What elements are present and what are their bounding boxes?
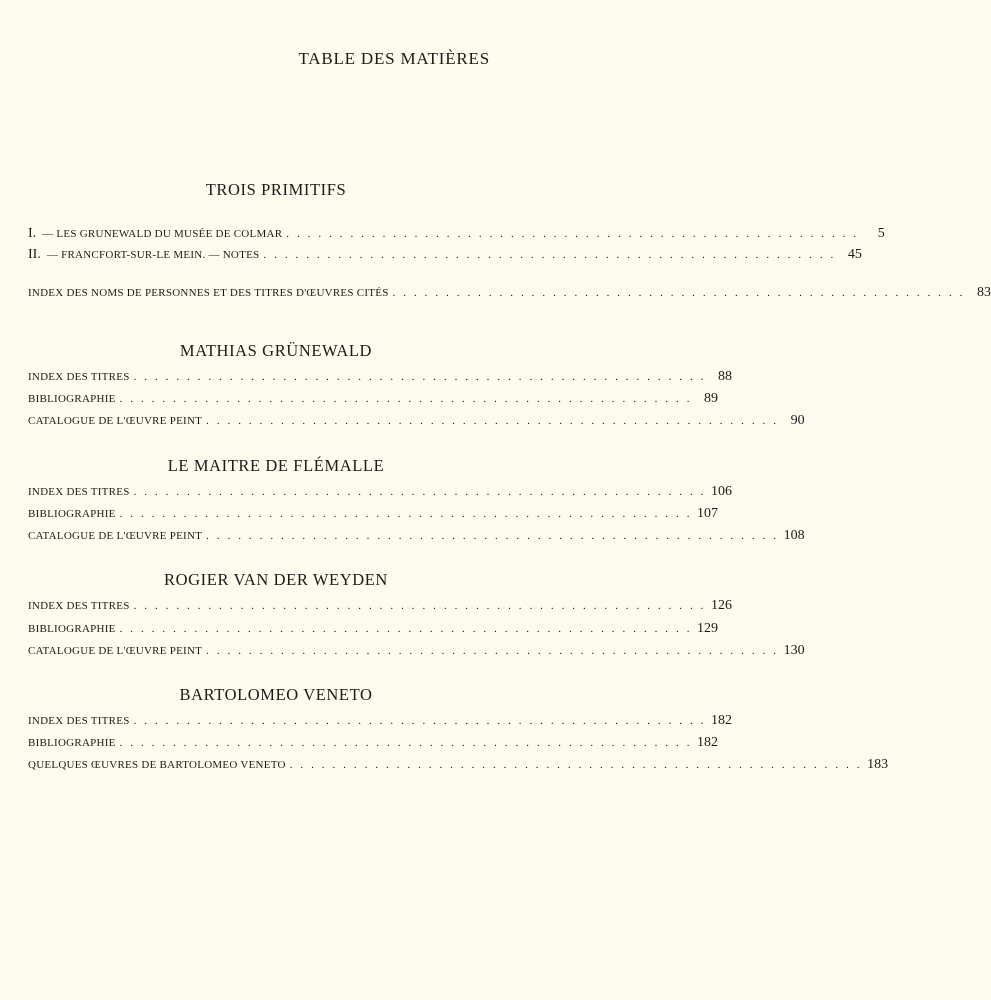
- toc-entry-label: CATALOGUE DE L'ŒUVRE PEINT: [28, 645, 203, 657]
- toc-page-number: 182: [711, 713, 733, 728]
- toc-entry-label: INDEX DES TITRES: [28, 715, 130, 727]
- leader-dots: . . . . . . . . . . . . . . . . . . . . . . . . . . . . . . . . . . . . . . . . . . . . . . . . . . . . . .: [286, 228, 859, 240]
- toc-entry[interactable]: [28, 226, 885, 246]
- toc-entry-label: — LES GRUNEWALD DU MUSÉE DE COLMAR: [42, 228, 283, 240]
- toc-entry-label: BIBLIOGRAPHIE: [28, 508, 116, 520]
- toc-entry-label: INDEX DES TITRES: [28, 600, 130, 612]
- leader-dots: . . . . . . . . . . . . . . . . . . . . . . . . . . . . . . . . . . . . . . . . . . . . . . . . . . . . . .: [119, 737, 693, 749]
- leader-dots: . . . . . . . . . . . . . . . . . . . . . . . . . . . . . . . . . . . . . . . . . . . . . . . . . . . . . .: [119, 508, 693, 520]
- toc-entry[interactable]: [28, 247, 862, 267]
- leader-dots: . . . . . . . . . . . . . . . . . . . . . . . . . . . . . . . . . . . . . . . . . . . . . . . . . . . . . .: [206, 530, 779, 542]
- toc-entry[interactable]: [28, 528, 805, 548]
- toc-entry-label: INDEX DES NOMS DE PERSONNES ET DES TITRES D'ŒUVRES CITÉS: [28, 287, 389, 299]
- leader-dots: . . . . . . . . . . . . . . . . . . . . . . . . . . . . . . . . . . . . . . . . . . . . . . . . . . . . . .: [133, 371, 707, 383]
- toc-entry-label: CATALOGUE DE L'ŒUVRE PEINT: [28, 530, 203, 542]
- toc-page-number: 89: [704, 391, 719, 406]
- toc-page-number: 108: [783, 528, 805, 543]
- section-title-bartolomeo-veneto: BARTOLOMEO VENETO: [179, 685, 373, 704]
- toc-entry[interactable]: [28, 285, 991, 305]
- toc-entry[interactable]: [28, 757, 889, 777]
- toc-entry[interactable]: [28, 598, 733, 618]
- toc-entry-label: INDEX DES TITRES: [28, 371, 130, 383]
- toc-entry-label: — FRANCFORT-SUR-LE MEIN. — NOTES: [46, 249, 260, 261]
- leader-dots: . . . . . . . . . . . . . . . . . . . . . . . . . . . . . . . . . . . . . . . . . . . . . . . . . . . . . .: [119, 393, 693, 405]
- toc-page-number: 106: [711, 484, 733, 499]
- toc-entry[interactable]: [28, 484, 733, 504]
- toc-entry[interactable]: [28, 369, 733, 389]
- section-title-trois-primitifs: TROIS PRIMITIFS: [205, 180, 347, 199]
- toc-page-number: 183: [867, 757, 889, 772]
- toc-page-number: 130: [783, 643, 805, 658]
- toc-entry[interactable]: [28, 391, 719, 411]
- toc-page-number: 182: [697, 735, 719, 750]
- leader-dots: . . . . . . . . . . . . . . . . . . . . . . . . . . . . . . . . . . . . . . . . . . . . . . . . . . . . . .: [206, 415, 779, 427]
- toc-entry[interactable]: [28, 621, 719, 641]
- leader-dots: . . . . . . . . . . . . . . . . . . . . . . . . . . . . . . . . . . . . . . . . . . . . . . . . . . . . . .: [392, 287, 966, 299]
- toc-entry[interactable]: [28, 713, 733, 733]
- toc-page-number: 107: [697, 506, 719, 521]
- toc-entry-label: INDEX DES TITRES: [28, 486, 130, 498]
- section-title-rogier-van-der-weyden: ROGIER VAN DER WEYDEN: [164, 570, 388, 589]
- chapter-number: II.: [28, 247, 41, 262]
- leader-dots: . . . . . . . . . . . . . . . . . . . . . . . . . . . . . . . . . . . . . . . . . . . . . . . . . . . . . .: [133, 600, 707, 612]
- toc-entry-label: BIBLIOGRAPHIE: [28, 623, 116, 635]
- toc-page-number: 83: [977, 285, 991, 300]
- leader-dots: . . . . . . . . . . . . . . . . . . . . . . . . . . . . . . . . . . . . . . . . . . . . . . . . . . . . . .: [263, 249, 836, 261]
- toc-page-number: 88: [718, 369, 733, 384]
- section-title-mathias-grunewald: MATHIAS GRÜNEWALD: [179, 341, 373, 360]
- page-title: TABLE DES MATIÈRES: [298, 49, 490, 68]
- toc-entry-label: CATALOGUE DE L'ŒUVRE PEINT: [28, 415, 203, 427]
- toc-entry-label: QUELQUES ŒUVRES DE BARTOLOMEO VENETO: [28, 759, 286, 771]
- toc-page-number: 45: [847, 247, 862, 262]
- toc-page-number: 126: [711, 598, 733, 613]
- leader-dots: . . . . . . . . . . . . . . . . . . . . . . . . . . . . . . . . . . . . . . . . . . . . . . . . . . . . . .: [119, 623, 693, 635]
- leader-dots: . . . . . . . . . . . . . . . . . . . . . . . . . . . . . . . . . . . . . . . . . . . . . . . . . . . . . .: [133, 715, 707, 727]
- toc-page-number: 129: [697, 621, 719, 636]
- toc-entry-label: BIBLIOGRAPHIE: [28, 737, 116, 749]
- toc-entry[interactable]: [28, 413, 805, 433]
- toc-entry[interactable]: [28, 643, 805, 663]
- toc-entry[interactable]: [28, 735, 719, 755]
- toc-page-number: 90: [790, 413, 805, 428]
- toc-entry-label: BIBLIOGRAPHIE: [28, 393, 116, 405]
- chapter-number: I.: [28, 226, 37, 241]
- section-title-maitre-de-flemalle: LE MAITRE DE FLÉMALLE: [167, 456, 385, 475]
- leader-dots: . . . . . . . . . . . . . . . . . . . . . . . . . . . . . . . . . . . . . . . . . . . . . . . . . . . . . .: [133, 486, 707, 498]
- leader-dots: . . . . . . . . . . . . . . . . . . . . . . . . . . . . . . . . . . . . . . . . . . . . . . . . . . . . . .: [206, 645, 779, 657]
- leader-dots: . . . . . . . . . . . . . . . . . . . . . . . . . . . . . . . . . . . . . . . . . . . . . . . . . . . . . .: [289, 759, 863, 771]
- toc-entry[interactable]: [28, 506, 719, 526]
- toc-page-number: 5: [877, 226, 885, 241]
